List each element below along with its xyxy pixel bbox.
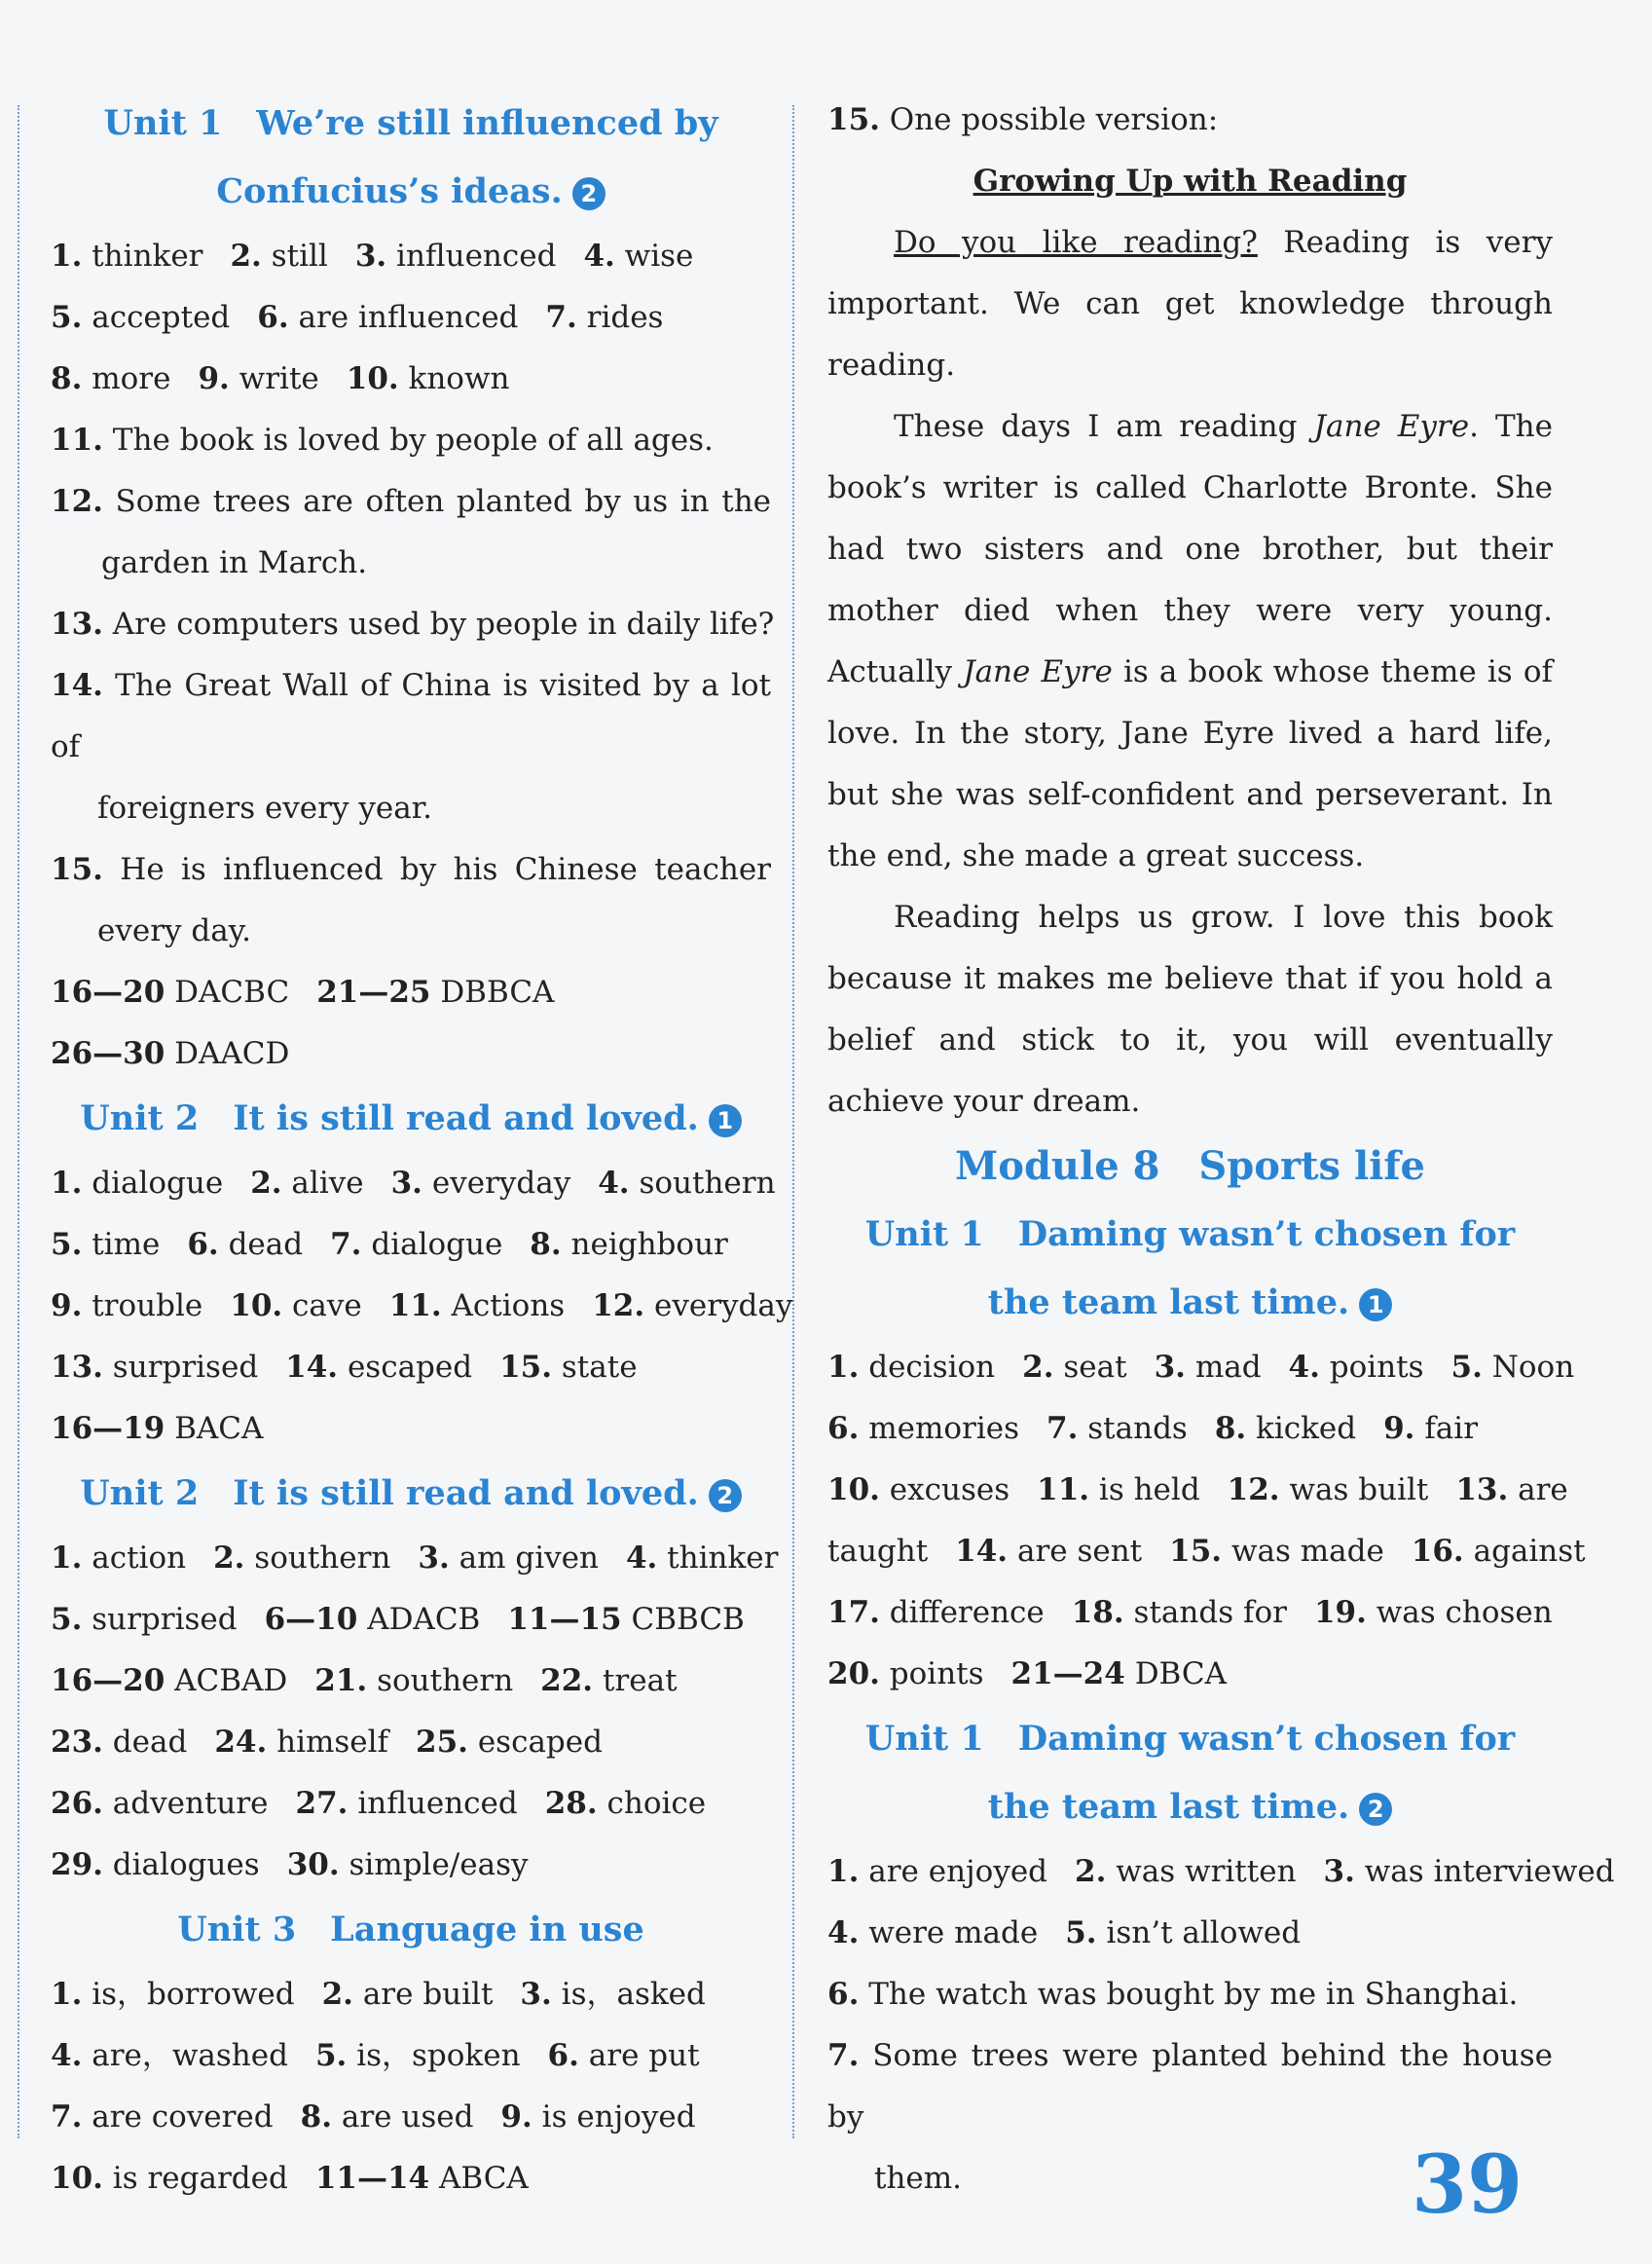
item-number: 11. <box>388 1288 442 1323</box>
item-number: 5. <box>51 300 83 335</box>
item-answer: more <box>82 361 171 396</box>
item-number: 6. <box>187 1227 219 1262</box>
item-answer: are used <box>332 2099 474 2134</box>
item-answer: still <box>261 239 328 274</box>
item-answer: adventure <box>102 1786 269 1821</box>
item-answer: surprised <box>102 1350 259 1385</box>
item-answer: decision <box>859 1350 996 1385</box>
item-number: 8. <box>530 1227 562 1262</box>
item-number: 1. <box>51 1540 83 1576</box>
unit-heading-cont: the team last time. 2 <box>827 1773 1553 1841</box>
item-answer: state <box>552 1350 638 1385</box>
item-answer: Actions <box>441 1288 566 1323</box>
item-number: 7. <box>330 1227 362 1262</box>
item-answer: was written <box>1106 1854 1297 1889</box>
item-answer: are built <box>352 1977 494 2012</box>
left-column <box>51 90 793 2209</box>
item-number: 2. <box>321 1977 353 2012</box>
essay-paragraph: Reading helps us grow. I love this book because it makes me believe that if you hold a belief and stick to it, you will eventually achieve your dream. <box>827 900 1553 1119</box>
multiple-choice-row: 16—20 DACBC 21—25 DBBCA <box>51 975 555 1010</box>
item-answer: himself <box>267 1725 389 1760</box>
answer-7-cont: them. <box>874 2161 963 2196</box>
item-number: 7. <box>51 2099 83 2134</box>
item-number: 2. <box>1075 1854 1107 1889</box>
unit-heading: Unit 3 Language in use <box>177 1910 644 1949</box>
essay-paragraph: These days I am reading Jane Eyre. The book’s writer is called Charlotte Bronte. She had two sisters and one brother, but their mother died when they were very young. Actually Jane Eyre is a book whose theme is of love. In the story, Jane Eyre lived a hard life, but she was self-confident and perseverant. In the end, she made a great success. <box>827 409 1553 873</box>
item-answer: time <box>82 1227 161 1262</box>
item-number: 10. <box>346 361 399 396</box>
item-number: 10. <box>230 1288 283 1323</box>
right-column <box>827 90 1615 2209</box>
item-answer: seat <box>1053 1350 1127 1385</box>
item-number: 2. <box>230 239 262 274</box>
item-number: 2. <box>1022 1350 1054 1385</box>
item-number: 8. <box>51 361 83 396</box>
answer-row <box>827 1337 1575 1398</box>
answer-row: 17. difference 18. stands for 19. was chosen <box>827 1595 1553 1630</box>
answer-row <box>827 1398 1553 1460</box>
answer-row: 16—20 ACBAD 21. southern 22. treat <box>51 1663 678 1698</box>
item-number: 3. <box>520 1977 552 2012</box>
answer-14: 14. The Great Wall of China is visited by a lot of <box>51 668 771 764</box>
item-number: 9. <box>1383 1411 1415 1446</box>
item-number: 24. <box>214 1725 268 1760</box>
item-number: 29. <box>51 1847 103 1882</box>
item-answer: dialogue <box>82 1166 224 1201</box>
multiple-choice-row: 16—19 BACA <box>51 1411 264 1446</box>
item-answer: are，washed <box>82 2038 288 2073</box>
item-answer: is，borrowed <box>82 1977 295 2012</box>
item-answer: points <box>1319 1350 1424 1385</box>
item-answer: memories <box>859 1411 1020 1446</box>
unit-heading: Unit 1 We’re still influenced by <box>103 103 718 143</box>
item-number: 4. <box>625 1540 658 1576</box>
module-heading: Module 8 Sports life <box>955 1143 1425 1189</box>
answer-row <box>51 1773 771 1835</box>
item-number: 7. <box>1046 1411 1079 1446</box>
item-answer: was interviewed <box>1354 1854 1615 1889</box>
item-number: 6. <box>547 2038 579 2073</box>
answer-6: 6. The watch was bought by me in Shanghai. <box>827 1977 1519 2012</box>
answer-row: taught 14. are sent 15. was made 16. against <box>827 1534 1586 1569</box>
item-number: 3. <box>418 1540 450 1576</box>
answer-row <box>51 1835 771 1896</box>
item-answer: influenced <box>348 1786 518 1821</box>
answer-row <box>827 1903 1553 1964</box>
item-answer: neighbour <box>561 1227 728 1262</box>
item-number: 26. <box>51 1786 103 1821</box>
item-number: 8. <box>1214 1411 1247 1446</box>
item-number: 3. <box>1154 1350 1186 1385</box>
item-answer: influenced <box>386 239 557 274</box>
item-number: 28. <box>544 1786 598 1821</box>
answer-13: 13. Are computers used by people in daily life? <box>51 607 775 642</box>
answer-row: 20. points 21—24 DBCA <box>827 1656 1228 1691</box>
answer-row <box>51 1276 793 1337</box>
item-answer: wise <box>614 239 694 274</box>
item-answer: escaped <box>467 1725 603 1760</box>
item-answer: rides <box>576 300 664 335</box>
item-answer: cave <box>282 1288 362 1323</box>
item-number: 4. <box>51 2038 83 2073</box>
item-answer: isn’t allowed <box>1096 1915 1302 1950</box>
item-number: 1. <box>51 1166 83 1201</box>
item-answer: escaped <box>338 1350 473 1385</box>
unit-heading: Unit 2 It is still read and loved. 2 <box>51 1460 771 1528</box>
item-answer: dialogues <box>102 1847 260 1882</box>
answer-row <box>51 1528 779 1589</box>
unit-heading: Unit 1 Daming wasn’t chosen for <box>864 1719 1516 1759</box>
item-answer: stands <box>1078 1411 1188 1446</box>
item-answer: mad <box>1185 1350 1262 1385</box>
essay-title: Growing Up with Reading <box>973 164 1408 199</box>
item-number: 4. <box>827 1915 860 1950</box>
item-answer: is，spoken <box>347 2038 521 2073</box>
answer-7: 7. Some trees were planted behind the house by <box>827 2038 1553 2134</box>
answer-row <box>51 2025 771 2087</box>
item-number: 9. <box>198 361 230 396</box>
item-answer: everyday <box>422 1166 571 1201</box>
item-number: 6. <box>257 300 289 335</box>
answer-row <box>51 287 771 349</box>
item-number: 3. <box>354 239 387 274</box>
item-answer: were made <box>859 1915 1039 1950</box>
answer-row <box>51 1712 771 1773</box>
item-answer: is，asked <box>551 1977 706 2012</box>
item-answer: kicked <box>1246 1411 1357 1446</box>
item-number: 7. <box>545 300 577 335</box>
item-number: 9. <box>51 1288 83 1323</box>
item-number: 15. <box>499 1350 553 1385</box>
item-answer: simple/easy <box>339 1847 529 1882</box>
item-answer: thinker <box>82 239 203 274</box>
item-answer: Noon <box>1482 1350 1575 1385</box>
answer-12-cont: garden in March. <box>101 545 368 580</box>
answer-row <box>51 1337 771 1398</box>
item-number: 23. <box>51 1725 103 1760</box>
section-badge: 2 <box>1359 1793 1392 1826</box>
multiple-choice-row: 26—30 DAACD <box>51 1036 290 1071</box>
item-number: 1. <box>827 1854 860 1889</box>
item-number: 12. <box>592 1288 645 1323</box>
answer-row: 10. is regarded 11—14 ABCA <box>51 2161 529 2196</box>
item-answer: southern <box>244 1540 391 1576</box>
unit-heading-cont: Confucius’s ideas. 2 <box>51 158 771 226</box>
item-number: 1. <box>51 239 83 274</box>
item-number: 8. <box>300 2099 332 2134</box>
item-answer: dead <box>218 1227 304 1262</box>
item-number: 4. <box>583 239 615 274</box>
item-answer: known <box>398 361 510 396</box>
answer-15-cont: every day. <box>97 913 251 948</box>
item-number: 2. <box>250 1166 282 1201</box>
answer-row <box>51 1214 771 1276</box>
item-number: 13. <box>51 1350 103 1385</box>
item-answer: is enjoyed <box>532 2099 696 2134</box>
answer-11: 11. The book is loved by people of all ages. <box>51 423 714 458</box>
section-badge: 1 <box>1359 1288 1392 1321</box>
item-number: 27. <box>295 1786 349 1821</box>
item-number: 3. <box>1323 1854 1355 1889</box>
item-answer: fair <box>1414 1411 1479 1446</box>
item-number: 4. <box>1288 1350 1320 1385</box>
item-answer: action <box>82 1540 187 1576</box>
answer-row: 10. excuses 11. is held 12. was built 13. are <box>827 1472 1568 1507</box>
answer-15: 15. One possible version: <box>827 102 1219 137</box>
answer-row: 5. surprised 6—10 ADACB 11—15 CBBCB <box>51 1602 745 1637</box>
item-answer: southern <box>629 1166 776 1201</box>
essay-paragraph: Do you like reading? Reading is very important. We can get knowledge through reading. <box>827 225 1553 383</box>
item-number: 30. <box>286 1847 340 1882</box>
item-number: 5. <box>314 2038 348 2073</box>
item-answer: write <box>229 361 319 396</box>
unit-heading: Unit 2 It is still read and loved. 1 <box>51 1085 771 1153</box>
item-number: 5. <box>1450 1350 1483 1385</box>
item-answer: thinker <box>657 1540 779 1576</box>
answer-row <box>51 226 771 287</box>
unit-heading: Unit 1 Daming wasn’t chosen for <box>864 1214 1516 1254</box>
item-answer: are put <box>578 2038 700 2073</box>
item-number: 5. <box>51 1227 83 1262</box>
page-number: 39 <box>1412 2138 1524 2232</box>
item-answer: trouble <box>82 1288 203 1323</box>
answer-15: 15. He is influenced by his Chinese teacher <box>51 852 771 887</box>
answer-row <box>51 2087 771 2148</box>
item-number: 1. <box>827 1350 860 1385</box>
section-badge: 2 <box>572 177 606 210</box>
item-number: 1. <box>51 1977 83 2012</box>
item-answer: accepted <box>82 300 231 335</box>
section-badge: 1 <box>709 1104 742 1137</box>
item-answer: are enjoyed <box>859 1854 1048 1889</box>
column-divider <box>792 105 794 2138</box>
item-answer: everyday <box>644 1288 793 1323</box>
item-answer: are covered <box>82 2099 274 2134</box>
left-margin-rule <box>18 105 19 2138</box>
item-number: 3. <box>390 1166 422 1201</box>
item-answer: dialogue <box>361 1227 503 1262</box>
answer-row <box>51 1153 776 1214</box>
item-answer: am given <box>449 1540 599 1576</box>
item-number: 25. <box>416 1725 468 1760</box>
answer-row <box>51 349 771 410</box>
answer-row <box>51 1964 771 2025</box>
item-number: 4. <box>598 1166 630 1201</box>
item-answer: dead <box>102 1725 188 1760</box>
answer-row <box>827 1841 1615 1903</box>
item-number: 6. <box>827 1411 860 1446</box>
section-badge: 2 <box>709 1479 742 1512</box>
item-answer: alive <box>281 1166 364 1201</box>
answer-14-cont: foreigners every year. <box>97 791 432 826</box>
unit-heading-cont: the team last time. 1 <box>827 1269 1553 1337</box>
item-number: 2. <box>213 1540 245 1576</box>
item-number: 14. <box>285 1350 339 1385</box>
item-number: 9. <box>500 2099 532 2134</box>
item-answer: are influenced <box>288 300 519 335</box>
answer-12: 12. Some trees are often planted by us in the <box>51 484 772 519</box>
item-number: 5. <box>1065 1915 1097 1950</box>
item-answer: choice <box>597 1786 707 1821</box>
